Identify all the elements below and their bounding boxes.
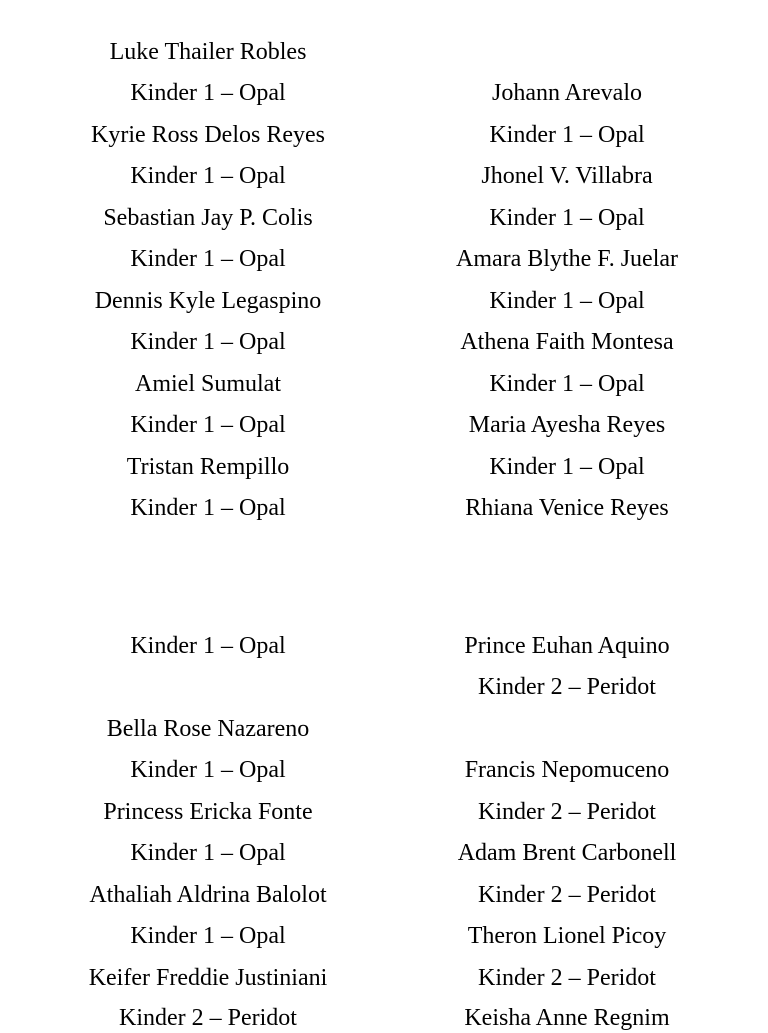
student-class: Kinder 1 – Opal: [489, 205, 645, 231]
student-name: Adam Brent Carbonell: [457, 840, 677, 866]
student-class: Kinder 2 – Peridot: [478, 799, 656, 825]
student-class: Kinder 2 – Peridot: [478, 674, 656, 700]
student-class: Kinder 1 – Opal: [130, 757, 286, 783]
left-name-column: [16, 0, 400, 1031]
student-class: Kinder 1 – Opal: [130, 633, 286, 659]
student-class: Kinder 1 – Opal: [489, 122, 645, 148]
student-class: Kinder 1 – Opal: [130, 329, 286, 355]
student-name: Dennis Kyle Legaspino: [94, 288, 322, 314]
student-name: Tristan Rempillo: [126, 454, 290, 480]
student-name: Francis Nepomuceno: [464, 757, 670, 783]
student-class: Kinder 1 – Opal: [489, 454, 645, 480]
student-name: Luke Thailer Robles: [109, 39, 307, 65]
student-class: Kinder 1 – Opal: [130, 495, 286, 521]
student-name: Bella Rose Nazareno: [106, 716, 310, 742]
student-name: Johann Arevalo: [492, 80, 642, 106]
student-class: Kinder 2 – Peridot: [478, 965, 656, 991]
student-class: Kinder 1 – Opal: [489, 288, 645, 314]
student-name: Keifer Freddie Justiniani: [88, 965, 328, 991]
student-class: Kinder 1 – Opal: [130, 412, 286, 438]
student-class: Kinder 1 – Opal: [130, 163, 286, 189]
student-name: Kyrie Ross Delos Reyes: [91, 122, 325, 148]
student-name: Theron Lionel Picoy: [467, 923, 667, 949]
right-name-column: [375, 0, 759, 1031]
student-name: Keisha Anne Regnim: [464, 1005, 670, 1031]
student-class: Kinder 1 – Opal: [130, 246, 286, 272]
student-name: Amiel Sumulat: [135, 371, 281, 397]
student-name: Jhonel V. Villabra: [481, 163, 653, 189]
student-class: Kinder 1 – Opal: [130, 840, 286, 866]
student-class: Kinder 1 – Opal: [489, 371, 645, 397]
student-name: Athaliah Aldrina Balolot: [89, 882, 327, 908]
student-name: Rhiana Venice Reyes: [465, 495, 669, 521]
student-class: Kinder 2 – Peridot: [478, 882, 656, 908]
student-class: Kinder 2 – Peridot: [119, 1005, 297, 1031]
student-name: Maria Ayesha Reyes: [468, 412, 666, 438]
student-name: Athena Faith Montesa: [460, 329, 674, 355]
student-class: Kinder 1 – Opal: [130, 923, 286, 949]
student-name: Prince Euhan Aquino: [464, 633, 670, 659]
student-class: Kinder 1 – Opal: [130, 80, 286, 106]
student-name: Sebastian Jay P. Colis: [103, 205, 313, 231]
student-name: Princess Ericka Fonte: [103, 799, 313, 825]
student-name: Amara Blythe F. Juelar: [455, 246, 679, 272]
